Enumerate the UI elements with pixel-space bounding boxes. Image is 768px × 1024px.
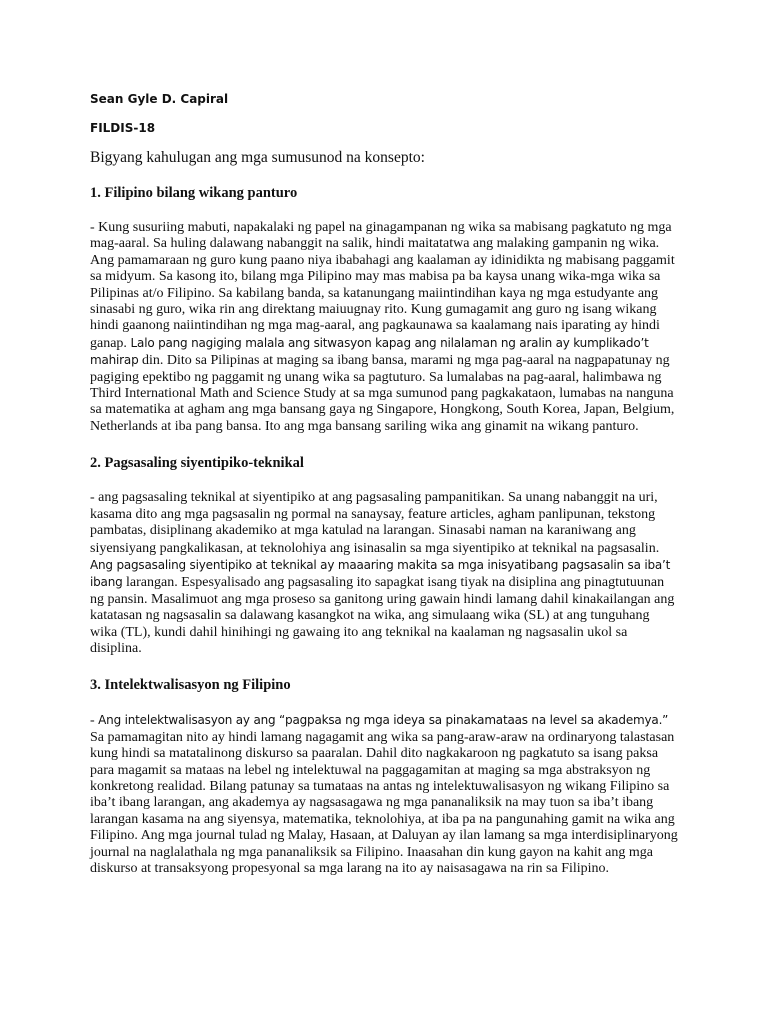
section-3 xyxy=(90,677,680,877)
section-2 xyxy=(90,455,680,657)
section-1 xyxy=(90,185,680,435)
section-heading: 2. Pagsasaling siyentipiko-teknikal xyxy=(90,455,304,472)
paragraph-text-end: Sa pamamagitan nito ay hindi lamang nagagamit ang wika sa pang-araw-araw na ordinaryong talastasan kung hindi sa matatalinong diskurso sa paaralan. Dahil dito nagkakaroon ng pagkatuto sa isang paksa para magamit sa mataas na lebel ng intelektuwal na paggagamitan at maging sa mga abstraksyon ng konkretong realidad. Bilang patunay sa tumataas na antas ng intelektuwalisasyon ng wikang Filipino sa iba’t ibang larangan, ang akademya ay nagsasagawa ng mga pananaliksik na may tuon sa iba’t ibang larangan kasama na ang siyensya, matematika, teknolohiya, at iba pa na pangunahing gamit na wika ang Filipino. Ang mga journal tulad ng Malay, Hasaan, at Daluyan ay ilan lamang sa mga interdisiplinaryong journal na naglalathala ng mga pananaliksik sa Filipino. Inaasahan din kung gayon na kahit ang mga diskurso at transaksyong propesyonal sa mga larang na ito ay naisasagawa na rin sa Filipino. xyxy=(90,729,678,876)
course-code: FILDIS-18 xyxy=(90,121,156,135)
section-paragraph xyxy=(90,712,680,877)
paragraph-text-sans: Lalo pang nagiging malala ang sitwasyon kapag ang nilalaman ng aralin ay kumplikado’t mahirap xyxy=(90,335,649,368)
paragraph-text-end: din. Dito sa Pilipinas at maging sa ibang bansa, marami ng mga pag-aaral na nagpapatunay ng pagiging epektibo ng paggamit ng unang wika sa pagtuturo. Sa lumalabas na pag-aaral, halimbawa ng Third International Math and Science Study at sa mga sumunod pang pagkakataon, lumabas na nanguna sa matematika at agham ang mga bansang gaya ng Singapore, Hongkong, South Korea, Japan, Belgium, Netherlands at iba pang bansa. Ito ang mga bansang sariling wika ang ginamit na wikang panturo. xyxy=(90,353,675,434)
paragraph-text: - ang pagsasaling teknikal at siyentipiko at ang pagsasaling pampanitikan. Sa unang nabanggit na uri, kasama dito ang mga pagsasalin ng pormal na sanaysay, feature articles, agham panlipunan, tekstong pambatas, disiplinang akademiko at mga katulad na larangan. Sinasabi naman na karaniwang ang siyensiyang pangkalikasan, at teknolohiya ang isinasalin sa mga siyentipiko at teknikal na pagsasalin. xyxy=(90,490,660,556)
paragraph-text-end: larangan. Espesyalisado ang pagsasaling ito sapagkat isang tiyak na disiplina ang pinagtutuunan ng pansin. Masalimuot ang mga proseso sa ganitong uring gawain hindi lamang dahil kinakailangan ang katatasan ng nagsasalin sa dalawang kasangkot na wika, ang simulaang wika (SL) at ang tunguhang wika (TL), kundi dahil hinihingi ng gawaing ito ang teknikal na kaalaman ng nagsasalin ukol sa disiplina. xyxy=(90,575,675,656)
paragraph-text: - Kung susuriing mabuti, napakalaki ng papel na ginagampanan ng wika sa mabisang pagkatuto ng mga mag-aaral. Sa huling dalawang nabanggit na salik, hindi maitatatwa ang malaking gampanin ng wika. Ang pamamaraan ng guro kung paano niya ibabahagi ang kaalaman ay idinidikta ng mabisang paggamit sa midyum. Sa kasong ito, bilang mga Pilipino may mas mabisa pa ba kaysa unang wika-mga wika sa Pilipinas at/o Filipino. Sa kabilang banda, sa katanungang maiintindihan kaya ng mga estudyante ang sinasabi ng guro, wika rin ang direktang maiuugnay rito. Kung gumagamit ang guro ng isang wikang hindi gaanong naiintindihan ng mga mag-aaral, ang pagkaunawa sa kaalamang nais iparating ay hindi ganap. xyxy=(90,220,675,351)
section-paragraph xyxy=(90,220,680,435)
section-heading: 1. Filipino bilang wikang panturo xyxy=(90,185,298,201)
paragraph-text: - xyxy=(90,713,99,729)
author-name: Sean Gyle D. Capiral xyxy=(90,92,229,106)
section-paragraph xyxy=(90,490,680,657)
paragraph-text-sans: Ang intelektwalisasyon ay ang “pagpaksa ng mga ideya sa pinakamataas na level sa akademya.” xyxy=(98,713,669,728)
paragraph-text-sans: Ang pagsasaling siyentipiko at teknikal ay maaaring makita sa mga inisyatibang pagsasalin sa iba’t ibang xyxy=(90,557,671,590)
section-heading: 3. Intelektwalisasyon ng Filipino xyxy=(90,677,291,694)
instruction-prompt: Bigyang kahulugan ang mga sumusunod na konsepto: xyxy=(90,149,425,166)
